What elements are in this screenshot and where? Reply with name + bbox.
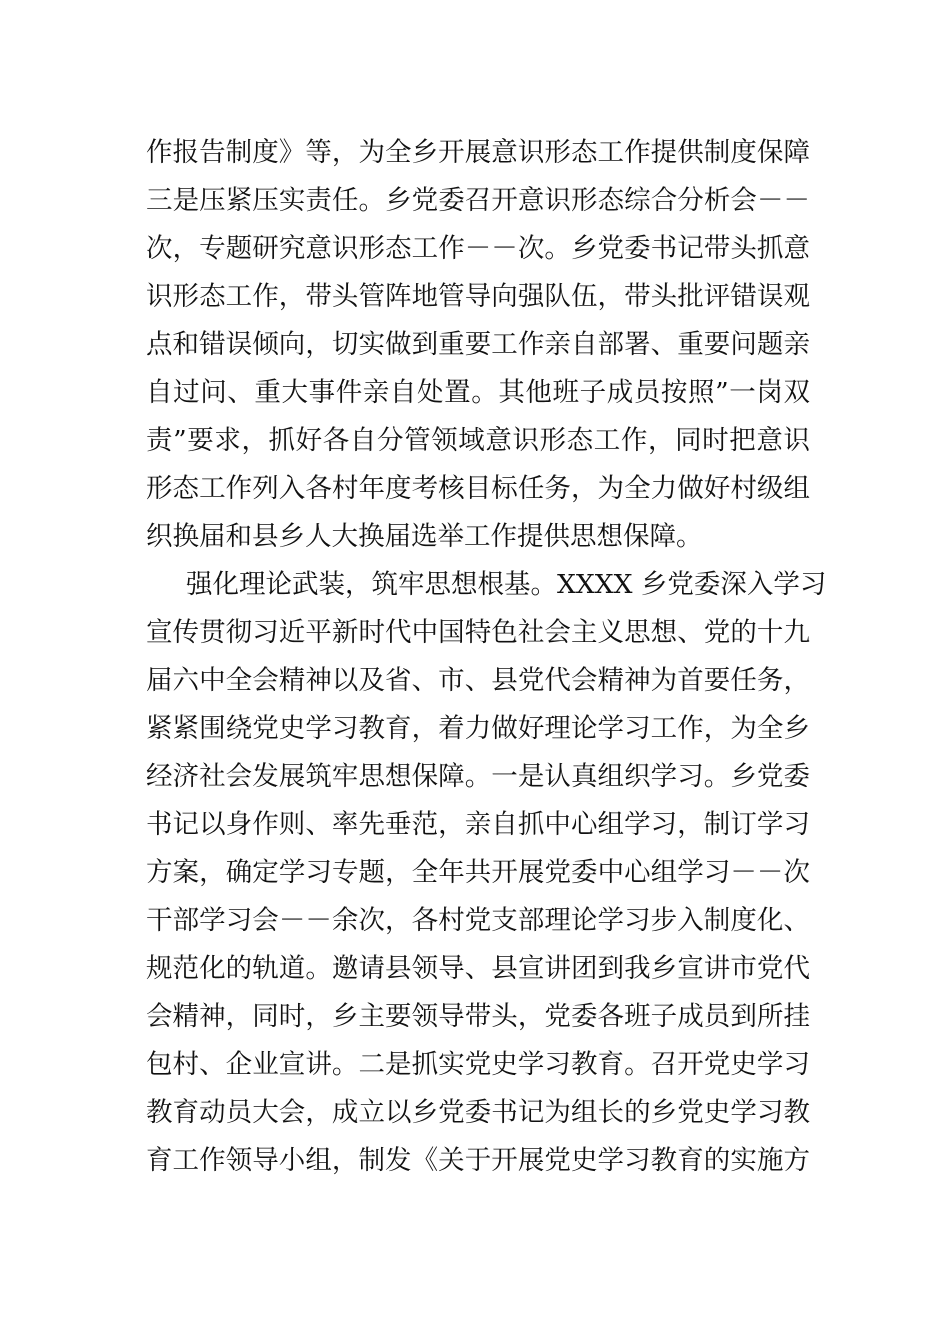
text-line-5: 点和错误倾向，切实做到重要工作亲自部署、重要问题亲 (146, 329, 810, 360)
text-line-9: 织换届和县乡人大换届选举工作提供思想保障。 (146, 521, 703, 552)
text-line-13: 紧紧围绕党史学习教育，着力做好理论学习工作，为全乡 (146, 713, 810, 744)
text-line-1: 作报告制度》等，为全乡开展意识形态工作提供制度保障 (146, 137, 810, 168)
text-line-18: 规范化的轨道。邀请县领导、县宣讲团到我乡宣讲市党代 (146, 953, 810, 984)
text-line-15: 书记以身作则、率先垂范，亲自抓中心组学习，制订学习 (146, 809, 810, 840)
text-line-8: 形态工作列入各村年度考核目标任务，为全力做好村级组 (146, 473, 810, 504)
body-text (146, 129, 827, 1185)
text-line-20: 包村、企业宣讲。二是抓实党史学习教育。召开党史学习 (146, 1049, 810, 1080)
text-line-16: 方案，确定学习专题，全年共开展党委中心组学习－－次 (146, 857, 810, 888)
text-line-22: 育工作领导小组，制发《关于开展党史学习教育的实施方 (146, 1145, 810, 1176)
text-line-11: 宣传贯彻习近平新时代中国特色社会主义思想、党的十九 (146, 617, 810, 648)
text-line-14: 经济社会发展筑牢思想保障。一是认真组织学习。乡党委 (146, 761, 810, 792)
paragraph-start-line: 强化理论武装，筑牢思想根基。XXXX 乡党委深入学习 (186, 569, 827, 600)
text-line-3: 次，专题研究意识形态工作－－次。乡党委书记带头抓意 (146, 233, 810, 264)
text-line-19: 会精神，同时，乡主要领导带头，党委各班子成员到所挂 (146, 1001, 810, 1032)
text-line-21: 教育动员大会，成立以乡党委书记为组长的乡党史学习教 (146, 1097, 810, 1128)
text-line-2: 三是压紧压实责任。乡党委召开意识形态综合分析会－－ (146, 185, 810, 216)
text-line-6: 自过问、重大事件亲自处置。其他班子成员按照”一岗双 (146, 377, 810, 408)
text-line-17: 干部学习会－－余次，各村党支部理论学习步入制度化、 (146, 905, 810, 936)
text-line-4: 识形态工作，带头管阵地管导向强队伍，带头批评错误观 (146, 281, 810, 312)
text-line-7: 责”要求，抓好各自分管领域意识形态工作，同时把意识 (146, 425, 810, 456)
text-line-12: 届六中全会精神以及省、市、县党代会精神为首要任务， (146, 665, 810, 696)
